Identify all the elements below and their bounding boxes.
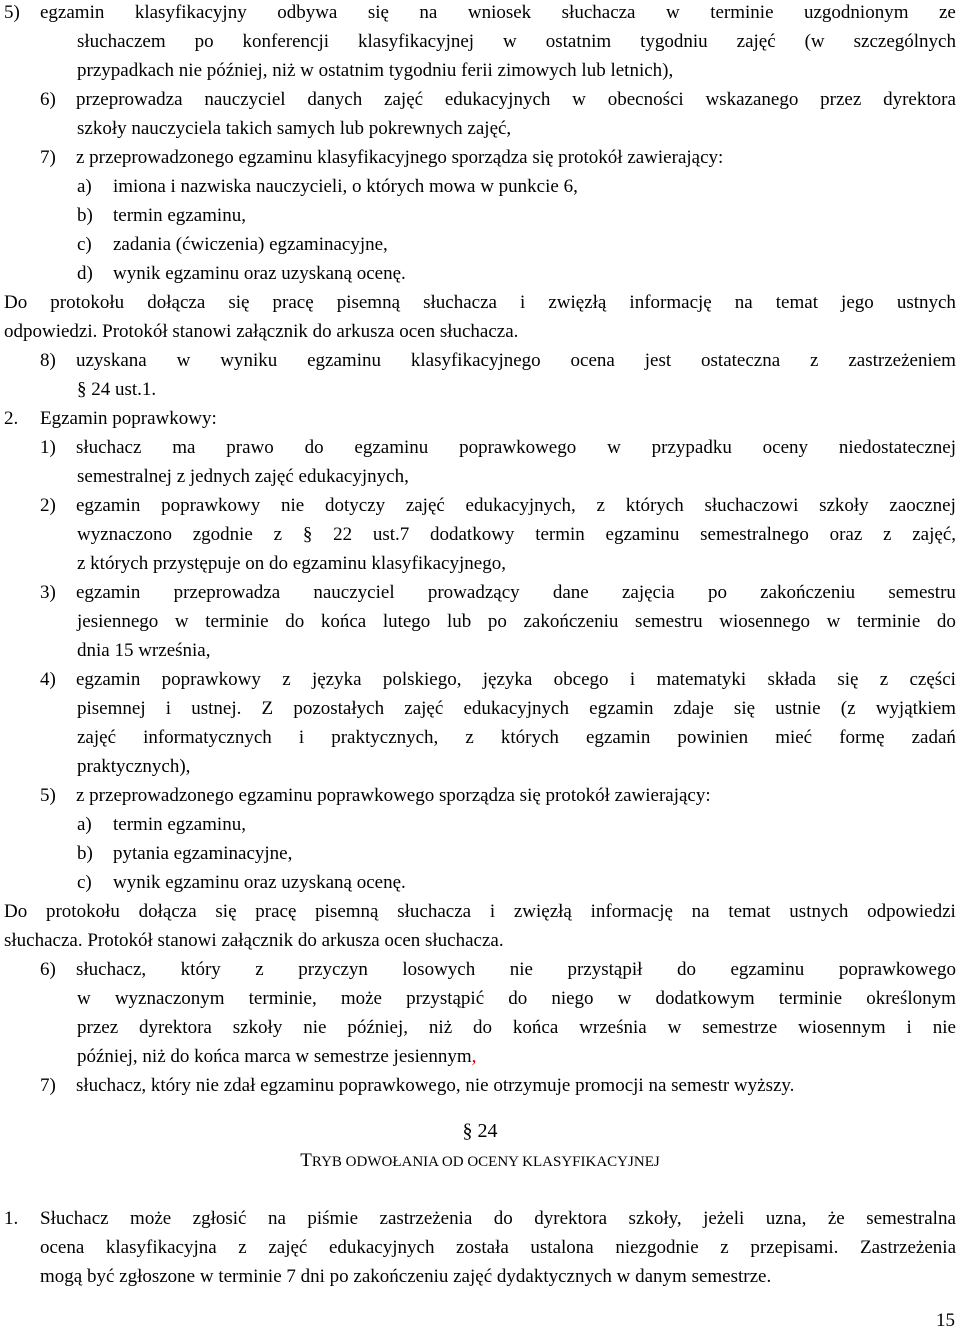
line-text: słuchacza. Protokół stanowi załącznik do arkusza ocen słuchacza.	[4, 930, 504, 951]
line-text: egzamin klasyfikacyjny odbywa się na wniosek słuchacza w terminie uzgodnionym ze	[40, 2, 956, 23]
text-line	[40, 147, 956, 169]
text-line	[77, 466, 956, 488]
line-text: wyznaczono zgodnie z § 22 ust.7 dodatkowy termin egzaminu semestralnego oraz z zajęć,	[77, 524, 956, 545]
item-number: 8)	[40, 350, 56, 371]
item-number: 7)	[40, 1075, 56, 1096]
line-text: § 24 ust.1.	[77, 379, 157, 400]
section-title-first: T	[300, 1150, 312, 1171]
line-text: zadania (ćwiczenia) egzaminacyjne,	[113, 234, 388, 255]
text-line	[77, 205, 956, 227]
text-line	[77, 524, 956, 546]
line-text: termin egzaminu,	[113, 814, 246, 835]
item-number: 2.	[4, 408, 19, 429]
item-number: 1)	[40, 437, 56, 458]
line-text: słuchaczem po konferencji klasyfikacyjnej w ostatnim tygodniu zajęć (w szczególnych	[77, 31, 956, 52]
text-line	[40, 89, 956, 111]
text-line	[4, 408, 956, 430]
line-text: termin egzaminu,	[113, 205, 246, 226]
item-number: c)	[77, 872, 92, 893]
item-number: a)	[77, 176, 92, 197]
line-text: słuchacz ma prawo do egzaminu poprawkowego w przypadku oceny niedostatecznej	[76, 437, 956, 458]
line-text: przeprowadza nauczyciel danych zajęć edukacyjnych w obecności wskazanego przez dyrektora	[76, 89, 956, 110]
line-text: przez dyrektora szkoły nie później, niż do końca września w semestrze wiosennym i nie	[77, 1017, 956, 1038]
text-line	[77, 872, 956, 894]
line-text: z przeprowadzonego egzaminu poprawkowego sporządza się protokół zawierający:	[76, 785, 711, 806]
text-line	[77, 263, 956, 285]
text-line	[77, 553, 956, 575]
text-line	[77, 1046, 956, 1068]
text-line	[77, 988, 956, 1010]
line-text: z przeprowadzonego egzaminu klasyfikacyjnego sporządza się protokół zawierający:	[76, 147, 724, 168]
line-text: Egzamin poprawkowy:	[40, 408, 217, 429]
text-line	[40, 1075, 956, 1097]
text-line	[40, 437, 956, 459]
text-line	[40, 495, 956, 517]
section-heading: § 24	[462, 1120, 498, 1142]
item-number: b)	[77, 843, 93, 864]
text-line	[77, 611, 956, 633]
text-line	[77, 756, 956, 778]
item-number: a)	[77, 814, 92, 835]
item-number: 3)	[40, 582, 56, 603]
item-number: 5)	[40, 785, 56, 806]
line-text: mogą być zgłoszone w terminie 7 dni po zakończeniu zajęć dydaktycznych w danym semestrze.	[40, 1266, 772, 1287]
line-text: wynik egzaminu oraz uzyskaną ocenę.	[113, 872, 406, 893]
item-number: 5)	[4, 2, 20, 23]
text-line	[4, 930, 956, 952]
line-text: wynik egzaminu oraz uzyskaną ocenę.	[113, 263, 406, 284]
text-line	[77, 814, 956, 836]
line-text: dnia 15 września,	[77, 640, 211, 661]
line-text: imiona i nazwiska nauczycieli, o których mowa w punkcie 6,	[113, 176, 578, 197]
line-text: egzamin poprawkowy z języka polskiego, języka obcego i matematyki składa się z części	[76, 669, 956, 690]
text-line	[77, 31, 956, 53]
text-line	[77, 60, 956, 82]
text-line	[77, 727, 956, 749]
item-number: d)	[77, 263, 93, 284]
line-text: egzamin poprawkowy nie dotyczy zajęć edukacyjnych, z których słuchaczowi szkoły zaocznej	[76, 495, 956, 516]
line-text: odpowiedzi. Protokół stanowi załącznik do arkusza ocen słuchacza.	[4, 321, 519, 342]
line-text: pisemnej i ustnej. Z pozostałych zajęć edukacyjnych egzamin zdaje się ustnie (z wyjątkiem	[77, 698, 956, 719]
text-line	[40, 350, 956, 372]
item-number: 6)	[40, 959, 56, 980]
line-text: semestralnej z jednych zajęć edukacyjnych,	[77, 466, 409, 487]
line-text: zajęć informatycznych i praktycznych, z których egzamin powinien mieć formę zadań	[77, 727, 956, 748]
text-line	[4, 321, 956, 343]
line-text: Do protokołu dołącza się pracę pisemną słuchacza i zwięzłą informację na temat jego ustnych	[4, 292, 956, 313]
text-line	[77, 176, 956, 198]
item-number: c)	[77, 234, 92, 255]
text-line	[77, 234, 956, 256]
section-title-rest: RYB ODWOŁANIA OD OCENY KLASYFIKACYJNEJ	[311, 1154, 660, 1170]
text-line	[4, 2, 956, 24]
text-line	[40, 582, 956, 604]
line-text: egzamin przeprowadza nauczyciel prowadzący dane zajęcia po zakończeniu semestru	[76, 582, 956, 603]
text-line	[40, 785, 956, 807]
text-line	[77, 843, 956, 865]
line-text: przypadkach nie później, niż w ostatnim tygodniu ferii zimowych lub letnich),	[77, 60, 674, 81]
line-text: Do protokołu dołącza się pracę pisemną słuchacza i zwięzłą informację na temat ustnych odpowiedzi	[4, 901, 956, 922]
item-number: 2)	[40, 495, 56, 516]
line-text: pytania egzaminacyjne,	[113, 843, 293, 864]
text-line	[77, 640, 956, 662]
line-text: Słuchacz może zgłosić na piśmie zastrzeżenia do dyrektora szkoły, jeżeli uzna, że semestralna	[40, 1208, 956, 1229]
section-title	[0, 1150, 960, 1173]
line-text: z których przystępuje on do egzaminu klasyfikacyjnego,	[77, 553, 506, 574]
line-text: szkoły nauczyciela takich samych lub pokrewnych zajęć,	[77, 118, 512, 139]
item-number: b)	[77, 205, 93, 226]
text-line	[40, 959, 956, 981]
text-line	[40, 1266, 956, 1288]
line-text: uzyskana w wyniku egzaminu klasyfikacyjnego ocena jest ostateczna z zastrzeżeniem	[76, 350, 956, 371]
line-text: ocena klasyfikacyjna z zajęć edukacyjnych została ustalona niezgodnie z przepisami. Zastrzeżenia	[40, 1237, 956, 1258]
text-line	[40, 669, 956, 691]
line-text: praktycznych),	[77, 756, 191, 777]
text-line	[40, 1237, 956, 1259]
line-text: słuchacz, który z przyczyn losowych nie przystąpił do egzaminu poprawkowego	[76, 959, 956, 980]
item-number: 7)	[40, 147, 56, 168]
line-text: w wyznaczonym terminie, może przystąpić do niego w dodatkowym terminie określonym	[77, 988, 956, 1009]
text-line	[4, 901, 956, 923]
line-text: później, niż do końca marca w semestrze jesiennym,	[77, 1046, 477, 1067]
text-line	[77, 698, 956, 720]
text-line	[77, 1017, 956, 1039]
page-number: 15	[936, 1310, 955, 1331]
text-line	[77, 379, 956, 401]
text-line	[4, 292, 956, 314]
item-number: 4)	[40, 669, 56, 690]
item-number: 1.	[4, 1208, 19, 1229]
line-text: słuchacz, który nie zdał egzaminu poprawkowego, nie otrzymuje promocji na semestr wyższy.	[76, 1075, 795, 1096]
item-number: 6)	[40, 89, 56, 110]
text-line	[77, 118, 956, 140]
text-line	[4, 1208, 956, 1230]
line-text: jesiennego w terminie do końca lutego lub po zakończeniu semestru wiosennego w terminie do	[77, 611, 956, 632]
